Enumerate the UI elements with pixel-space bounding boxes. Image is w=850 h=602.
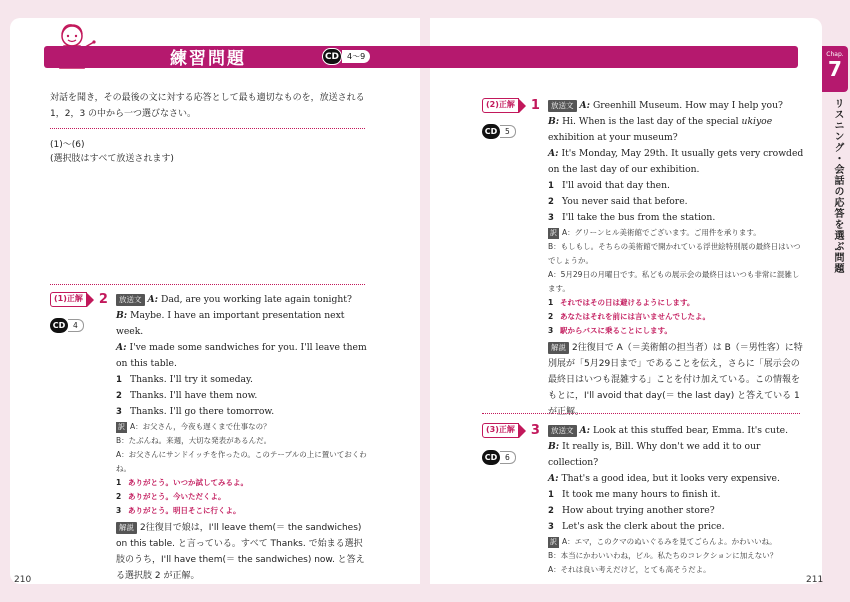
title-band [44,46,798,68]
option: 2 Thanks. I'll have them now. [116,390,258,401]
divider [482,413,800,414]
answer-marker-q2 [482,98,540,113]
dialogue-line: A: I've made some sandwiches for you. I'll leave them on this table. [116,342,367,369]
translation-option: 2 ありがとう。今いただくよ。 [116,492,226,501]
broadcast-tag: 放送文 [116,294,145,306]
option: 1 I'll avoid that day then. [548,180,670,191]
chapter-number: 7 [828,57,842,81]
translation-line: 訳 A：グリーンヒル美術館でございます。ご用件を承ります。 [550,228,761,237]
broadcast-tag: 放送文 [548,100,577,112]
explanation: 解説 2往復目で娘は，I'll leave them(＝ the sandwiches) on this table. と言っている。すべて Thanks. で始まる選択肢のうち，I'll have them(＝ the sandwiches) now. と答える選択肢 2 が正解。 [116,523,365,581]
cd-track-range: 4～9 [342,50,370,63]
translation-option: 3 ありがとう。明日そこに行くよ。 [116,506,241,515]
option: 3 I'll take the bus from the station. [548,212,716,223]
question-3-body [548,423,806,577]
explanation-tag: 解説 [116,522,137,534]
dialogue-line: B: Maybe. I have an important presentation next week. [116,310,345,337]
option: 1 Thanks. I'll try it someday. [116,374,253,385]
dialogue-line: B: Hi. When is the last day of the special ukiyoe exhibition at your museum? [548,116,773,143]
translation-line: A：それは良い考えだけど，とても高そうだよ。 [548,565,711,574]
cd-track: 6 [500,451,516,464]
cd-track: 4 [68,319,84,332]
broadcast-tag: 放送文 [548,425,577,437]
dialogue-line: 放送文 A: Look at this stuffed bear, Emma. It's cute. [548,423,806,439]
cd-icon: CD [322,48,342,65]
translation-option: 1 ありがとう。いつか試してみるよ。 [116,478,248,487]
cd-track-badge [322,48,370,65]
answer-number: 2 [98,292,108,307]
dialogue-line: 放送文 A: Dad, are you working late again tonight? [116,292,371,308]
cd-icon: CD [50,318,68,333]
translation-line: B：本当にかわいいわね，ビル。私たちのコレクションに加えない？ [548,551,778,560]
translation-option: 1 それではその日は避けるようにします。 [548,298,695,307]
dialogue-line: A: It's Monday, May 29th. It usually gets very crowded on the last day of our exhibition. [548,148,804,175]
cd-badge-q2 [482,124,516,139]
translation-line: B：たぶんね。来週，大切な発表があるんだ。 [116,436,272,445]
answer-marker-q3 [482,423,540,438]
answer-number: 1 [530,98,540,113]
answer-label: (3)正解 [482,423,519,438]
cd-badge-q3 [482,450,516,465]
cd-icon: CD [482,124,500,139]
dialogue-line: 放送文 A: Greenhill Museum. How may I help you? [548,98,806,114]
page-title: 練習問題 [170,49,246,69]
question-1-body [116,292,371,584]
answer-label: (2)正解 [482,98,519,113]
instructions-text: 対話を聞き，その最後の文に対する応答として最も適切なものを，放送される 1，2，3 の中から一つ選びなさい。 [50,93,365,119]
divider [50,284,365,285]
answer-label: (1)正解 [50,292,87,307]
cd-track: 5 [500,125,516,138]
translation-option: 2 あなたはそれを前には言いませんでしたよ。 [548,312,710,321]
explanation: 解説 2往復目で A（＝美術館の担当者）は B（＝男性客）に特別展が「5月29日まで」であることを伝え，さらに「展示会の最終日はいつも混雑する」ことを付け加えている。この情報をもとに，I'll avoid that day(＝ the last day) と答えている 1 が正解。 [548,343,803,417]
translation-option: 3 駅からバスに乗ることにします。 [548,326,672,335]
translation-tag: 訳 [118,423,125,431]
translation-line: B：もしもし。そちらの美術館で開かれている浮世絵特別展の最終日はいつでしょうか。 [548,242,801,265]
translation-line: A：お父さんにサンドイッチを作ったの。このテーブルの上に置いておくわね。 [116,450,367,473]
translation-line: 訳 A：エマ，このクマのぬいぐるみを見てごらんよ。かわいいね。 [550,537,777,546]
page-number-right: 211 [806,575,824,585]
chapter-tab [822,46,848,92]
dialogue-line: A: That's a good idea, but it looks very expensive. [548,473,780,484]
question-2-body [548,98,806,420]
option: 3 Let's ask the clerk about the price. [548,521,725,532]
cd-icon: CD [482,450,500,465]
chapter-label: Chap. [826,51,844,58]
explanation-tag: 解説 [548,342,569,354]
translation-tag: 訳 [550,229,557,237]
cd-badge-q1 [50,318,84,333]
answer-number: 3 [530,423,540,438]
chapter-section-title: リスニング・会話の応答を選ぶ問題 [832,98,843,274]
divider [50,128,365,129]
dialogue-line: B: It really is, Bill. Why don't we add it to our collection? [548,441,761,468]
translation-tag: 訳 [550,538,557,546]
option: 3 Thanks. I'll go there tomorrow. [116,406,275,417]
option: 1 It took me many hours to finish it. [548,489,721,500]
page-number-left: 210 [14,575,32,585]
option: 2 You never said that before. [548,196,688,207]
translation-line: 訳 A：お父さん，今夜も遅くまで仕事なの？ [118,422,271,431]
question-range: (1)～(6) [50,140,85,150]
instructions-note: (選択肢はすべて放送されます) [50,154,174,164]
translation-line: A：5月29日の月曜日です。私どもの展示会の最終日はいつも非常に混雑します。 [548,270,800,293]
answer-marker-q1 [50,292,108,307]
option: 2 How about trying another store? [548,505,715,516]
